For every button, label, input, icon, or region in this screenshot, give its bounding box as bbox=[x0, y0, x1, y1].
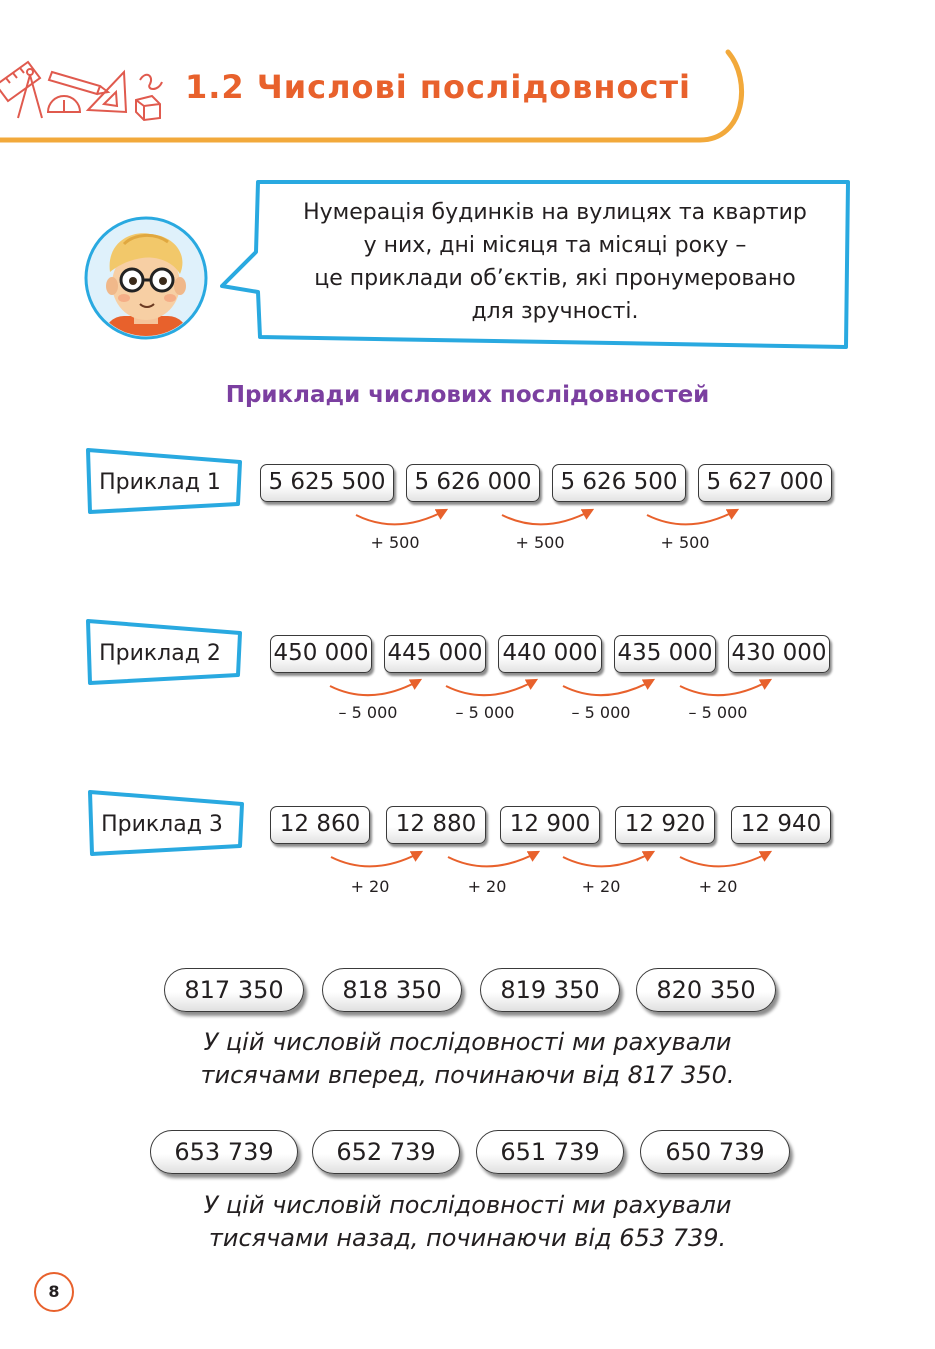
intro-line: це приклади об’єктів, які пронумеровано bbox=[314, 266, 796, 291]
sequence-number: 5 625 500 bbox=[260, 464, 394, 502]
sequence-number: 12 940 bbox=[731, 806, 831, 844]
step-arrow bbox=[331, 852, 421, 866]
step-label: + 20 bbox=[350, 877, 390, 896]
step-arrow bbox=[330, 680, 420, 695]
backward-sequence-number: 653 739 bbox=[150, 1130, 298, 1174]
intro-line: Нумерація будинків на вулицях та квартир bbox=[303, 200, 807, 225]
intro-line: у них, дні місяця та місяці року – bbox=[363, 233, 747, 258]
example-3-label: Приклад 3 bbox=[101, 812, 223, 837]
step-arrow bbox=[448, 852, 538, 866]
step-arrow bbox=[563, 680, 653, 695]
step-label: + 500 bbox=[515, 533, 565, 552]
page-number: 8 bbox=[34, 1272, 74, 1312]
step-arrow bbox=[502, 510, 592, 524]
sequence-number: 435 000 bbox=[614, 635, 716, 673]
step-label: – 5 000 bbox=[338, 703, 398, 722]
step-arrow bbox=[647, 510, 737, 524]
step-label: – 5 000 bbox=[688, 703, 748, 722]
example-2-label: Приклад 2 bbox=[99, 641, 221, 666]
sequence-number: 12 900 bbox=[500, 806, 600, 844]
step-arrow bbox=[356, 510, 446, 524]
backward-sequence-number: 651 739 bbox=[476, 1130, 624, 1174]
step-label: + 500 bbox=[660, 533, 710, 552]
step-arrow bbox=[680, 680, 770, 695]
sequence-number: 430 000 bbox=[728, 635, 830, 673]
note-line: У цій числовій послідовності ми рахували bbox=[203, 1028, 732, 1056]
note-line: тисячами вперед, починаючи від 817 350. bbox=[200, 1061, 735, 1089]
forward-sequence-number: 819 350 bbox=[480, 968, 620, 1012]
page-title: 1.2 Числові послідовності bbox=[185, 68, 691, 106]
step-arrow bbox=[680, 852, 770, 866]
forward-sequence-number: 818 350 bbox=[322, 968, 462, 1012]
sequence-number: 12 920 bbox=[615, 806, 715, 844]
sequence-number: 440 000 bbox=[498, 635, 602, 673]
forward-sequence-number: 820 350 bbox=[636, 968, 776, 1012]
backward-sequence-number: 650 739 bbox=[640, 1130, 790, 1174]
step-label: + 20 bbox=[698, 877, 738, 896]
forward-sequence-note bbox=[0, 1026, 935, 1092]
sequence-number: 445 000 bbox=[384, 635, 486, 673]
backward-sequence-note bbox=[0, 1189, 935, 1255]
step-arrow bbox=[446, 680, 536, 695]
step-label: – 5 000 bbox=[455, 703, 515, 722]
section-title: Приклади числових послідовностей bbox=[225, 382, 710, 408]
note-line: тисячами назад, починаючи від 653 739. bbox=[208, 1224, 727, 1252]
example-1-label: Приклад 1 bbox=[99, 470, 221, 495]
sequence-number: 12 880 bbox=[386, 806, 486, 844]
sequence-number: 5 626 000 bbox=[406, 464, 540, 502]
intro-line: для зручності. bbox=[471, 299, 639, 324]
step-label: + 20 bbox=[581, 877, 621, 896]
step-arrow bbox=[563, 852, 653, 866]
note-line: У цій числовій послідовності ми рахували bbox=[203, 1191, 732, 1219]
sequence-number: 450 000 bbox=[270, 635, 372, 673]
sequence-number: 12 860 bbox=[270, 806, 370, 844]
sequence-number: 5 627 000 bbox=[698, 464, 832, 502]
forward-sequence-number: 817 350 bbox=[164, 968, 304, 1012]
step-label: – 5 000 bbox=[571, 703, 631, 722]
backward-sequence-number: 652 739 bbox=[312, 1130, 460, 1174]
step-label: + 500 bbox=[370, 533, 420, 552]
step-label: + 20 bbox=[467, 877, 507, 896]
sequence-number: 5 626 500 bbox=[552, 464, 686, 502]
